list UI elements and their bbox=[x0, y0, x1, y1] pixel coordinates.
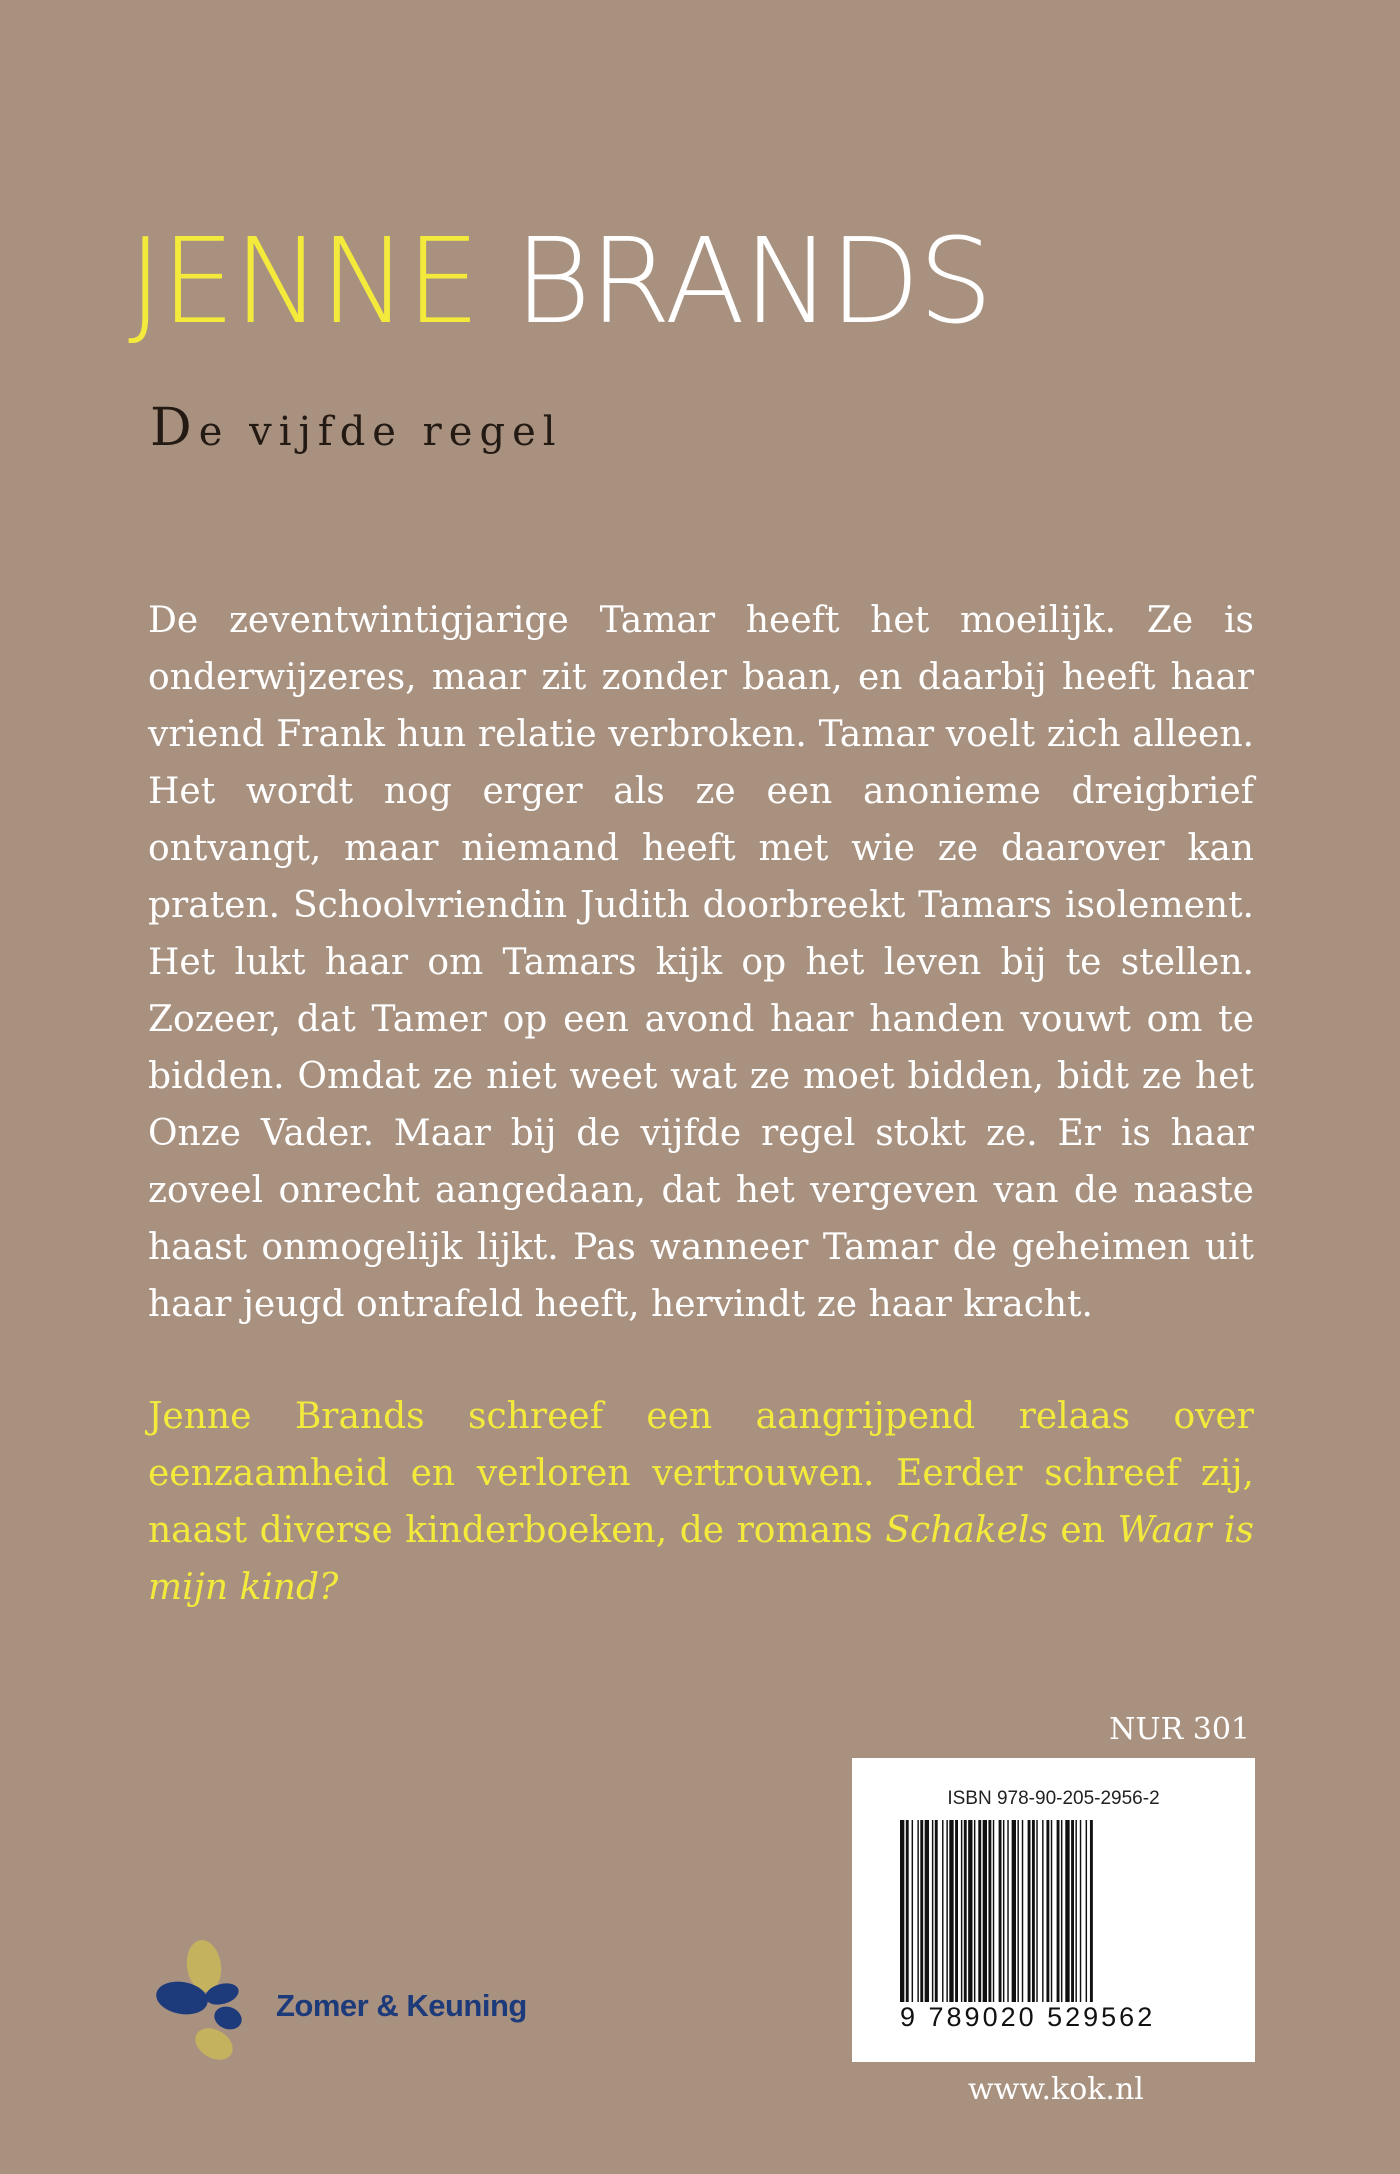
about-text-part1: Jenne Brands schreef een aangrijpend relaas over eenzaamheid en verloren vertrouwen. Eerder schreef zij, naast diverse kinderboeken, de romans bbox=[148, 1396, 1254, 1551]
about-text-part2: en bbox=[1047, 1510, 1118, 1551]
title-rest: e vijfde regel bbox=[198, 409, 563, 455]
author-first-name: JENNE bbox=[128, 212, 479, 350]
publisher-logo bbox=[142, 1940, 542, 2070]
nur-code: NUR 301 bbox=[1109, 1712, 1250, 1747]
flower-logo-icon bbox=[142, 1940, 272, 2070]
barcode-icon bbox=[900, 1820, 1210, 2002]
book-title bbox=[150, 398, 563, 458]
isbn-text: ISBN 978-90-205-2956-2 bbox=[947, 1788, 1160, 1809]
book-title-schakels: Schakels bbox=[885, 1510, 1048, 1551]
publisher-name: Zomer & Keuning bbox=[276, 1988, 527, 2023]
about-author-text bbox=[148, 1388, 1254, 1616]
book-title-waar-is-mijn-kind: Waar is mijn kind? bbox=[148, 1510, 1254, 1608]
barcode-digits: 9 789020 529562 bbox=[900, 2002, 1156, 2032]
title-initial: D bbox=[150, 398, 199, 458]
author-name bbox=[128, 212, 992, 350]
blurb-text: De zeventwintigjarige Tamar heeft het moeilijk. Ze is onderwijzeres, maar zit zonder baan, en daarbij heeft haar vriend Frank hun relatie verbroken. Tamar voelt zich alleen. Het wordt nog erger als ze een anonieme dreigbrief ontvangt, maar niemand heeft met wie ze daarover kan praten. Schoolvriendin Judith doorbreekt Tamars isolement. Het lukt haar om Tamars kijk op het leven bij te stellen. Zozeer, dat Tamer op een avond haar handen vouwt om te bidden. Omdat ze niet weet wat ze moet bidden, bidt ze het Onze Vader. Maar bij de vijfde regel stokt ze. Er is haar zoveel onrecht aangedaan, dat het vergeven van de naaste haast onmogelijk lijkt. Pas wanneer Tamar de geheimen uit haar jeugd ontrafeld heeft, hervindt ze haar kracht. bbox=[148, 600, 1254, 1325]
barcode-box bbox=[852, 1758, 1255, 2062]
website-url: www.kok.nl bbox=[968, 2072, 1144, 2107]
author-last-name: BRANDS bbox=[513, 212, 992, 350]
